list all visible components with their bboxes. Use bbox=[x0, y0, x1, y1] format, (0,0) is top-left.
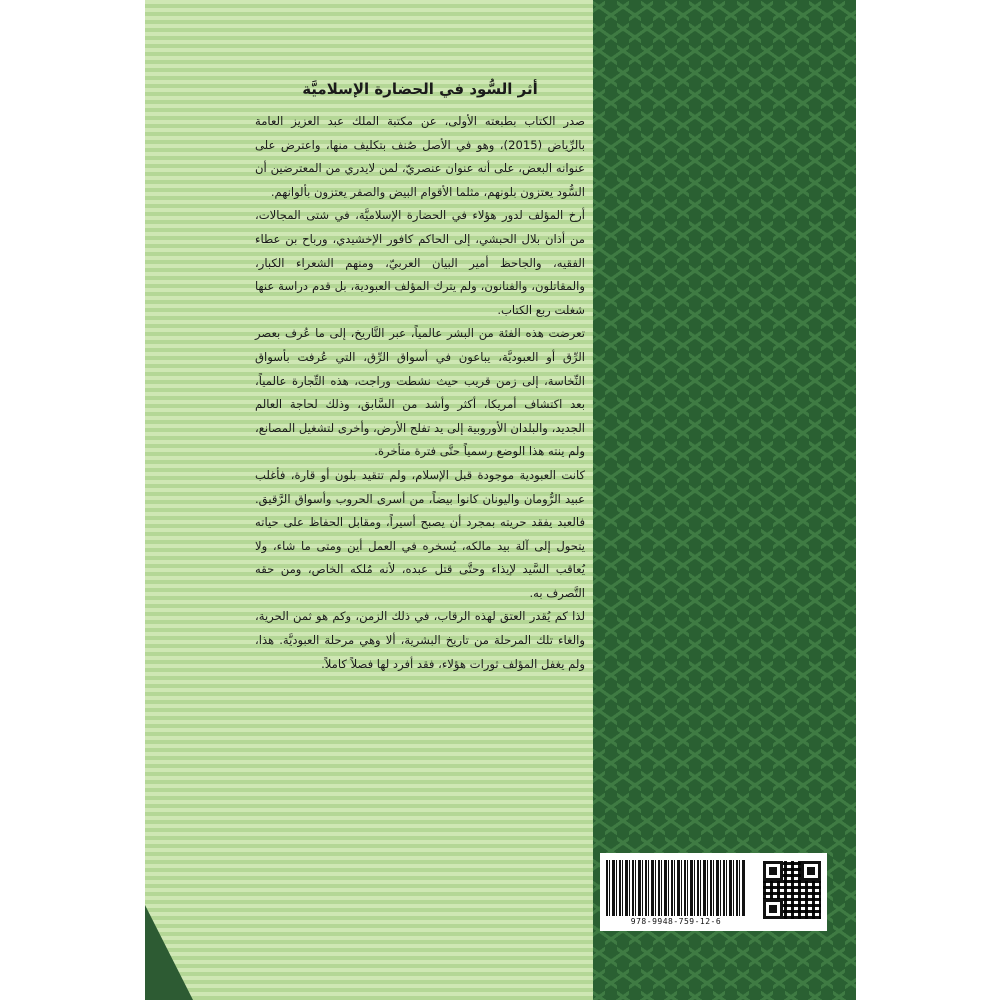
light-green-striped-panel bbox=[145, 0, 593, 1000]
book-back-cover bbox=[145, 0, 856, 1000]
barcode-label bbox=[600, 853, 827, 931]
book-title: أثر السُّود في الحضارة الإسلاميَّة bbox=[302, 80, 538, 98]
qr-finder-top-left bbox=[763, 861, 783, 881]
qr-code bbox=[763, 861, 821, 919]
qr-finder-top-right bbox=[801, 861, 821, 881]
paragraph-4: كانت العبودية موجودة قبل الإسلام، ولم تتقيد بلون أو قارة، فأغلب عبيد الرُّومان واليونان كانوا بيضاً، من أسرى الحروب وأسواق الرَّقيق. فالعبد يفقد حريته بمجرد أن يصبح أسيراً، ومقابل الحفاظ على حياته يتحول إلى آلة بيد مالكه، يُسخره في العمل أين ومتى ما شاء، ولا يُعاقب السَّيد لإيذاء وحتَّى قتل عبده، لأنه مُلكه الخاص، ومن حقه التَّصرف به. bbox=[255, 467, 585, 600]
dark-green-chevron-panel bbox=[593, 0, 856, 1000]
isbn-number: 978-9948-759-12-6 bbox=[630, 917, 722, 926]
paragraph-5: لذا كم يُقدر العتق لهذه الرقاب، في ذلك الزمن، وكم هو ثمن الحرية، والغاء تلك المرحلة من تاريخ البشرية، ألا وهي مرحلة العبوديَّة. هذا، ولم يغفل المؤلف ثورات هؤلاء، فقد أفرد لها فصلاً كاملاً. bbox=[255, 609, 585, 671]
qr-finder-bottom-left bbox=[763, 899, 783, 919]
back-cover-text bbox=[255, 78, 585, 676]
paragraph-3: تعرضت هذه الفئة من البشر عالمياً، عبر التَّاريخ، إلى ما عُرف بعصر الرِّق أو العبوديَّة، يباعون في أسواق الرِّق، التي عُرفت بأسواق النِّخاسة، إلى زمن قريب حيث نشطت وراجت، هذه التِّجارة عالمياً، بعد اكتشاف أمريكا، أكثر وأشد من السَّابق، وذلك لحاجة العالم الجديد، والبلدان الأوروبية إلى يد تفلح الأرض، وأخرى لتشغيل المصانع، ولم ينته هذا الوضع رسمياً حتَّى فترة متأخرة. bbox=[255, 326, 585, 459]
isbn-barcode bbox=[606, 860, 746, 916]
paragraph-1: صدر الكتاب بطبعته الأولى، عن مكتبة الملك عبد العزيز العامة بالرِّياض (2015)، وهو في الأصل صُنف بتكليف منها، واعترض على عنوانه البعض، على أنه عنوان عنصريّ، لمن لايدري من المعترضين أن السُّود يعتزون بلونهم، مثلما الأقوام البيض والصفر يعتزون بألوانهم. bbox=[255, 114, 585, 199]
corner-triangle-decoration bbox=[145, 905, 193, 1000]
paragraph-2: أرخ المؤلف لدور هؤلاء في الحضارة الإسلاميَّة، في شتى المجالات، من أذان بلال الحبشي، إلى الحاكم كافور الإخشيدي، ورباح بن عطاء الفقيه، والجاحظ أمير البيان العربيّ، ومنهم الشعراء الكبار، والمقاتلون، والفنانون، ولم يترك المؤلف العبودية، بل قدم دراسة عنها شغلت ربع الكتاب. bbox=[255, 208, 585, 317]
